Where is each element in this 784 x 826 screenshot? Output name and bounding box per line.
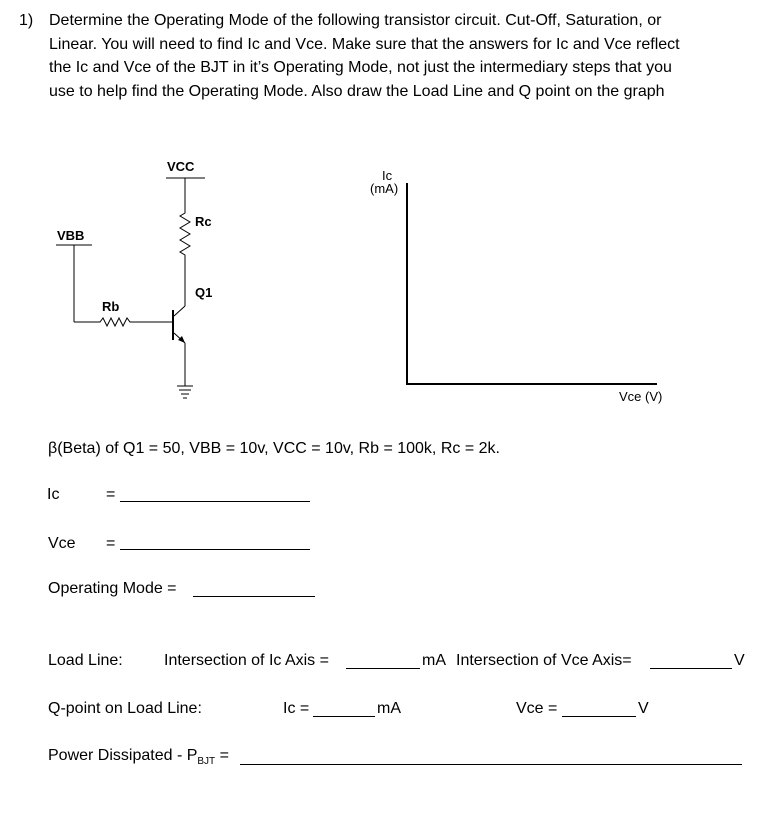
operating-mode-blank[interactable] xyxy=(193,596,315,597)
question-number: 1) xyxy=(19,12,34,29)
power-label-sub: BJT xyxy=(197,756,216,768)
question-line-1: Determine the Operating Mode of the following transistor circuit. Cut-Off, Saturation, or xyxy=(49,12,662,29)
ic-axis-intersection-label: Intersection of Ic Axis = xyxy=(164,652,329,669)
power-dissipated-label xyxy=(48,747,229,767)
question-line-2: Linear. You will need to find Ic and Vce. Make sure that the answers for Ic and Vce reflect xyxy=(49,35,680,53)
ic-answer-label: Ic xyxy=(47,486,60,503)
vce-answer-blank[interactable] xyxy=(120,549,310,550)
x-axis-label: Vce (V) xyxy=(619,389,663,404)
vce-axis-unit: V xyxy=(734,652,745,669)
rb-label: Rb xyxy=(102,299,120,314)
question-line-4: use to help find the Operating Mode. Also draw the Load Line and Q point on the graph xyxy=(49,82,665,100)
vce-answer-equals: = xyxy=(106,535,116,552)
vce-axis-intersection-blank[interactable] xyxy=(650,668,732,669)
ic-answer-equals: = xyxy=(106,486,116,503)
vcc-label: VCC xyxy=(167,159,195,174)
q1-label: Q1 xyxy=(195,285,213,300)
power-label-text: Power Dissipated - P xyxy=(48,747,198,764)
ic-answer-blank[interactable] xyxy=(120,501,310,502)
ic-axis-unit: mA xyxy=(422,652,446,669)
q-point-vce-blank[interactable] xyxy=(562,716,636,717)
y-axis-label-unit: (mA) xyxy=(370,181,399,196)
q-point-ic-label: Ic = xyxy=(283,700,310,717)
q-point-ic-blank[interactable] xyxy=(313,716,375,717)
rc-label: Rc xyxy=(195,214,212,229)
q-point-ic-unit: mA xyxy=(377,700,401,717)
ic-axis-intersection-blank[interactable] xyxy=(346,668,420,669)
question-line-3: the Ic and Vce of the BJT in it’s Operating Mode, not just the intermediary steps that you xyxy=(49,59,672,76)
given-values: β(Beta) of Q1 = 50, VBB = 10v, VCC = 10v, Rb = 100k, Rc = 2k. xyxy=(48,440,500,457)
vbb-label: VBB xyxy=(57,228,85,243)
q-point-label: Q-point on Load Line: xyxy=(48,700,202,717)
load-line-label: Load Line: xyxy=(48,652,123,669)
power-dissipated-blank[interactable] xyxy=(240,764,742,765)
operating-mode-label: Operating Mode = xyxy=(48,580,177,597)
q-point-vce-unit: V xyxy=(638,700,649,717)
vce-answer-label: Vce xyxy=(48,535,76,552)
vce-axis-intersection-label: Intersection of Vce Axis= xyxy=(456,652,632,669)
y-axis-label-ic: Ic xyxy=(382,168,393,183)
q-point-vce-label: Vce = xyxy=(516,700,558,717)
power-label-eq: = xyxy=(219,747,229,764)
